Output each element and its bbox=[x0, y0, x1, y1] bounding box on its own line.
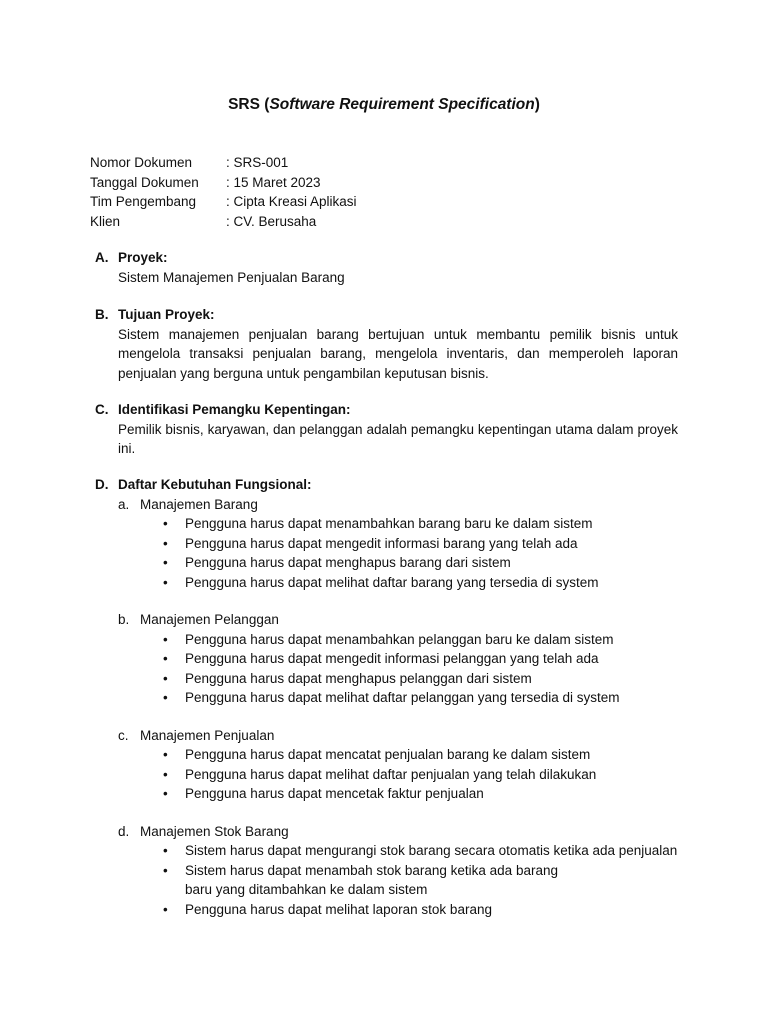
list-item bbox=[163, 553, 678, 573]
list-item-text: Pengguna harus dapat menghapus barang dari sistem bbox=[185, 555, 511, 570]
subsection-letter: d. bbox=[118, 823, 130, 839]
list-item-text: Pengguna harus dapat melihat laporan stok barang bbox=[185, 901, 492, 917]
section-letter: C. bbox=[95, 402, 109, 417]
subsection-title: Manajemen Barang bbox=[140, 496, 258, 512]
list-item bbox=[163, 900, 563, 920]
meta-value: : SRS-001 bbox=[226, 155, 289, 170]
list-item bbox=[163, 669, 678, 689]
title-suffix: ) bbox=[534, 96, 540, 113]
document-title bbox=[0, 94, 768, 116]
subsection-title: Manajemen Penjualan bbox=[140, 727, 275, 743]
list-item bbox=[163, 630, 678, 650]
subsection-letter: c. bbox=[118, 727, 129, 743]
list-item-text: Pengguna harus dapat melihat daftar pelanggan yang tersedia di system bbox=[185, 690, 620, 705]
section-heading bbox=[95, 400, 678, 420]
subsection-title: Manajemen Stok Barang bbox=[140, 823, 289, 839]
subsection-heading bbox=[118, 822, 678, 842]
document-metadata bbox=[90, 153, 357, 231]
bullet-icon: • bbox=[163, 670, 168, 686]
subsection-manajemen-stok-barang bbox=[118, 822, 678, 920]
list-item-text: Pengguna harus dapat menghapus pelanggan dari sistem bbox=[185, 670, 532, 686]
subsection-letter: a. bbox=[118, 496, 130, 512]
section-title: Proyek: bbox=[118, 250, 168, 265]
section-letter: B. bbox=[95, 307, 109, 322]
meta-row-tanggal bbox=[90, 173, 357, 193]
subsection-manajemen-penjualan bbox=[118, 726, 678, 804]
meta-label: Klien bbox=[90, 213, 121, 229]
bullet-icon: • bbox=[163, 651, 168, 666]
section-tujuan-proyek bbox=[95, 305, 678, 383]
list-item-text: Pengguna harus dapat menambahkan barang baru ke dalam sistem bbox=[185, 516, 593, 531]
title-italic: Software Requirement Specification bbox=[269, 96, 535, 113]
bullet-icon: • bbox=[163, 747, 168, 762]
bullet-icon: • bbox=[163, 631, 168, 647]
list-item-text: Pengguna harus dapat mencetak faktur penjualan bbox=[185, 786, 484, 801]
bullet-icon: • bbox=[163, 901, 168, 917]
section-heading bbox=[95, 475, 678, 495]
list-item bbox=[163, 841, 678, 861]
bullet-list bbox=[118, 514, 678, 592]
list-item bbox=[163, 573, 678, 593]
list-item bbox=[163, 688, 678, 708]
bullet-icon: • bbox=[163, 843, 168, 858]
subsection-manajemen-pelanggan bbox=[118, 610, 678, 708]
subsection-heading bbox=[118, 726, 678, 746]
section-title: Tujuan Proyek: bbox=[118, 307, 215, 322]
subsection-title: Manajemen Pelanggan bbox=[140, 612, 279, 627]
section-letter: D. bbox=[95, 477, 109, 492]
meta-value: : CV. Berusaha bbox=[226, 213, 317, 229]
meta-label: Tim Pengembang bbox=[90, 194, 197, 209]
section-body: Pemilik bisnis, karyawan, dan pelanggan adalah pemangku kepentingan utama dalam proyek ini. bbox=[118, 421, 678, 456]
section-body: Sistem Manajemen Penjualan Barang bbox=[118, 269, 345, 285]
meta-row-nomor bbox=[90, 153, 357, 173]
bullet-list bbox=[118, 630, 678, 708]
meta-value: : 15 Maret 2023 bbox=[226, 174, 321, 190]
title-prefix: SRS ( bbox=[228, 96, 270, 113]
bullet-icon: • bbox=[163, 690, 168, 705]
list-item-text: Pengguna harus dapat melihat daftar barang yang tersedia di system bbox=[185, 574, 599, 590]
bullet-icon: • bbox=[163, 574, 168, 590]
list-item-text: Sistem harus dapat mengurangi stok barang secara otomatis ketika ada penjualan bbox=[185, 843, 678, 858]
list-item-text: Pengguna harus dapat menambahkan pelanggan baru ke dalam sistem bbox=[185, 631, 614, 647]
list-item bbox=[163, 745, 678, 765]
list-item bbox=[163, 514, 678, 534]
bullet-icon: • bbox=[163, 786, 168, 801]
meta-row-tim bbox=[90, 192, 357, 212]
section-title: Identifikasi Pemangku Kepentingan: bbox=[118, 402, 351, 417]
section-letter: A. bbox=[95, 250, 109, 265]
list-item bbox=[163, 765, 678, 785]
section-heading bbox=[95, 305, 678, 325]
section-pemangku-kepentingan bbox=[95, 400, 678, 459]
subsection-heading bbox=[118, 495, 678, 515]
list-item bbox=[163, 861, 563, 900]
list-item-text: Pengguna harus dapat mengedit informasi barang yang telah ada bbox=[185, 535, 578, 551]
list-item bbox=[163, 784, 678, 804]
meta-label: Tanggal Dokumen bbox=[90, 174, 199, 190]
list-item-text: Pengguna harus dapat mengedit informasi pelanggan yang telah ada bbox=[185, 651, 599, 666]
section-kebutuhan-fungsional bbox=[95, 475, 678, 919]
section-heading bbox=[95, 248, 678, 268]
list-item bbox=[163, 649, 678, 669]
list-item-text: Pengguna harus dapat mencatat penjualan barang ke dalam sistem bbox=[185, 747, 591, 762]
section-body: Sistem manajemen penjualan barang bertujuan untuk membantu pemilik bisnis untuk mengelola transaksi penjualan barang, mengelola inventaris, dan memperoleh laporan penjualan yang berguna untuk pengambilan keputusan bisnis. bbox=[118, 326, 678, 381]
section-proyek bbox=[95, 248, 678, 287]
meta-value: : Cipta Kreasi Aplikasi bbox=[226, 194, 357, 209]
bullet-icon: • bbox=[163, 516, 168, 531]
subsection-heading bbox=[118, 610, 678, 630]
bullet-list bbox=[118, 745, 678, 804]
bullet-icon: • bbox=[163, 766, 168, 782]
meta-row-klien bbox=[90, 212, 357, 232]
list-item-text: Pengguna harus dapat melihat daftar penjualan yang telah dilakukan bbox=[185, 766, 597, 782]
subsection-manajemen-barang bbox=[118, 495, 678, 593]
bullet-icon: • bbox=[163, 535, 168, 551]
list-item bbox=[163, 534, 678, 554]
bullet-icon: • bbox=[163, 555, 168, 570]
bullet-list bbox=[118, 841, 678, 919]
subsection-letter: b. bbox=[118, 612, 130, 627]
list-item-text: Sistem harus dapat menambah stok barang ketika ada barang baru yang ditambahkan ke dalam sistem bbox=[185, 862, 558, 897]
bullet-icon: • bbox=[163, 862, 168, 878]
meta-label: Nomor Dokumen bbox=[90, 155, 193, 170]
section-title: Daftar Kebutuhan Fungsional: bbox=[118, 477, 312, 492]
